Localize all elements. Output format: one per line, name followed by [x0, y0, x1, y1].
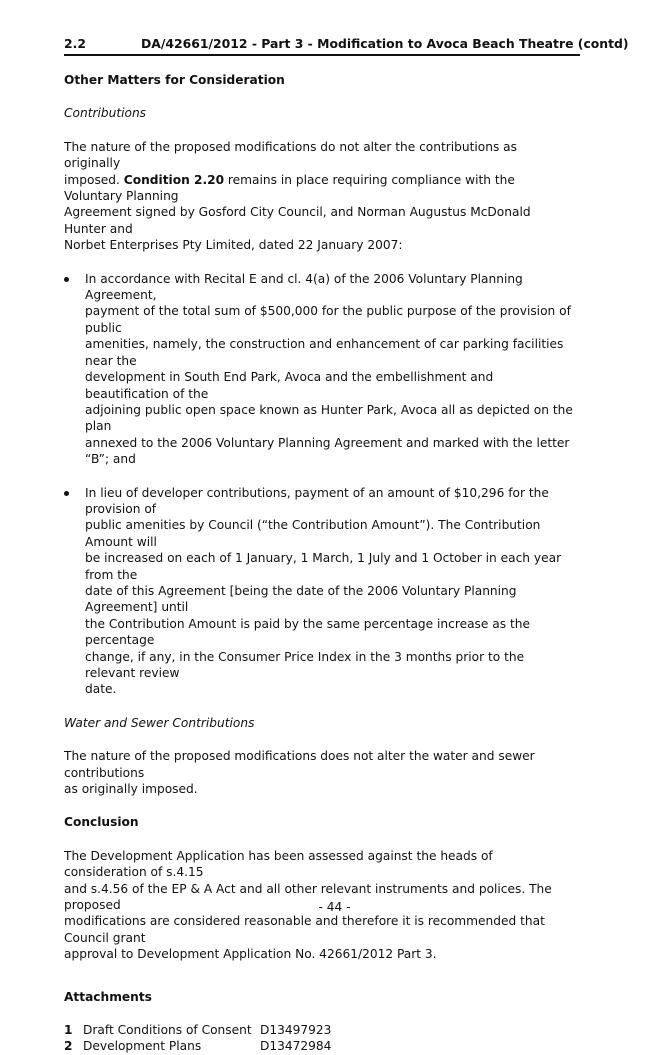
contributions-heading: Contributions — [64, 106, 147, 121]
attachment-row — [64, 1022, 574, 1038]
conclusion-heading: Conclusion — [64, 815, 139, 830]
attachments-list — [64, 1022, 574, 1055]
attachment-number: 1 — [64, 1023, 73, 1038]
water-sewer-paragraph — [64, 748, 574, 797]
paragraph-line: The nature of the proposed modifications do not alter the contributions as originally — [64, 139, 517, 171]
paragraph-line — [64, 172, 574, 205]
list-item-line: development in South End Park, Avoca and the embellishment and beautification of the — [85, 370, 494, 401]
section-number: 2.2 — [64, 36, 86, 51]
attachment-reference: D13497923 — [260, 1023, 332, 1038]
paragraph-line: approval to Development Application No. 42661/2012 Part 3. — [64, 947, 437, 962]
attachment-name: Development Plans — [83, 1039, 202, 1054]
attachment-number: 2 — [64, 1039, 73, 1054]
list-item-line: date. — [85, 682, 117, 697]
paragraph-line: The Development Application has been assessed against the heads of consideration of s.4.15 — [64, 848, 493, 880]
attachments-heading: Attachments — [64, 989, 152, 1004]
text-run: imposed. — [64, 172, 124, 187]
paragraph-line: Norbet Enterprises Pty Limited, dated 22 January 2007: — [64, 238, 403, 253]
paragraph-line: as originally imposed. — [64, 782, 198, 797]
contributions-bullet-list — [64, 271, 574, 698]
list-item-line: adjoining public open space known as Hunter Park, Avoca all as depicted on the plan — [85, 402, 573, 434]
list-item-line: In accordance with Recital E and cl. 4(a) of the 2006 Voluntary Planning Agreement, — [85, 271, 523, 303]
attachment-reference: D13472984 — [260, 1039, 332, 1054]
attachment-name: Draft Conditions of Consent — [83, 1023, 252, 1038]
list-item-line: payment of the total sum of $500,000 for the public purpose of the provision of public — [85, 304, 571, 335]
list-item-line: be increased on each of 1 January, 1 March, 1 July and 1 October in each year from the — [85, 551, 562, 582]
contributions-paragraph — [64, 139, 574, 254]
paragraph-line: The nature of the proposed modifications does not alter the water and sewer contributions — [64, 749, 535, 780]
list-item — [64, 485, 574, 698]
list-item-line: annexed to the 2006 Voluntary Planning Agreement and marked with the letter “B”; and — [85, 435, 570, 467]
condition-reference: Condition 2.20 — [123, 172, 225, 187]
bullet-icon — [64, 491, 69, 496]
list-item-line: public amenities by Council (“the Contribution Amount”). The Contribution Amount will — [85, 518, 541, 549]
paragraph-line: and s.4.56 of the EP & A Act and all other relevant instruments and polices. The proposed — [64, 881, 552, 913]
attachment-row — [64, 1038, 574, 1054]
list-item — [64, 271, 574, 468]
header-title: DA/42661/2012 - Part 3 - Modification to Avoca Beach Theatre (contd) — [141, 36, 629, 51]
water-sewer-heading: Water and Sewer Contributions — [64, 715, 255, 730]
list-item-line: In lieu of developer contributions, payment of an amount of $10,296 for the provision of — [85, 485, 549, 516]
paragraph-line: modifications are considered reasonable and therefore it is recommended that Council grant — [64, 914, 545, 945]
list-item-line: the Contribution Amount is paid by the same percentage increase as the percentage — [85, 616, 530, 648]
page-header — [64, 36, 629, 56]
text-run: remains in place requiring compliance with the Voluntary Planning — [64, 172, 515, 204]
list-item-line: date of this Agreement [being the date of the 2006 Voluntary Planning Agreement] until — [85, 583, 517, 615]
list-item-line: change, if any, in the Consumer Price Index in the 3 months prior to the relevant review — [85, 649, 525, 680]
list-item-line: amenities, namely, the construction and enhancement of car parking facilities near the — [85, 337, 564, 368]
other-matters-heading: Other Matters for Consideration — [64, 73, 285, 87]
paragraph-line: Agreement signed by Gosford City Council, and Norman Augustus McDonald Hunter and — [64, 205, 531, 236]
bullet-icon — [64, 277, 69, 282]
page-number: - 44 - — [318, 900, 351, 914]
